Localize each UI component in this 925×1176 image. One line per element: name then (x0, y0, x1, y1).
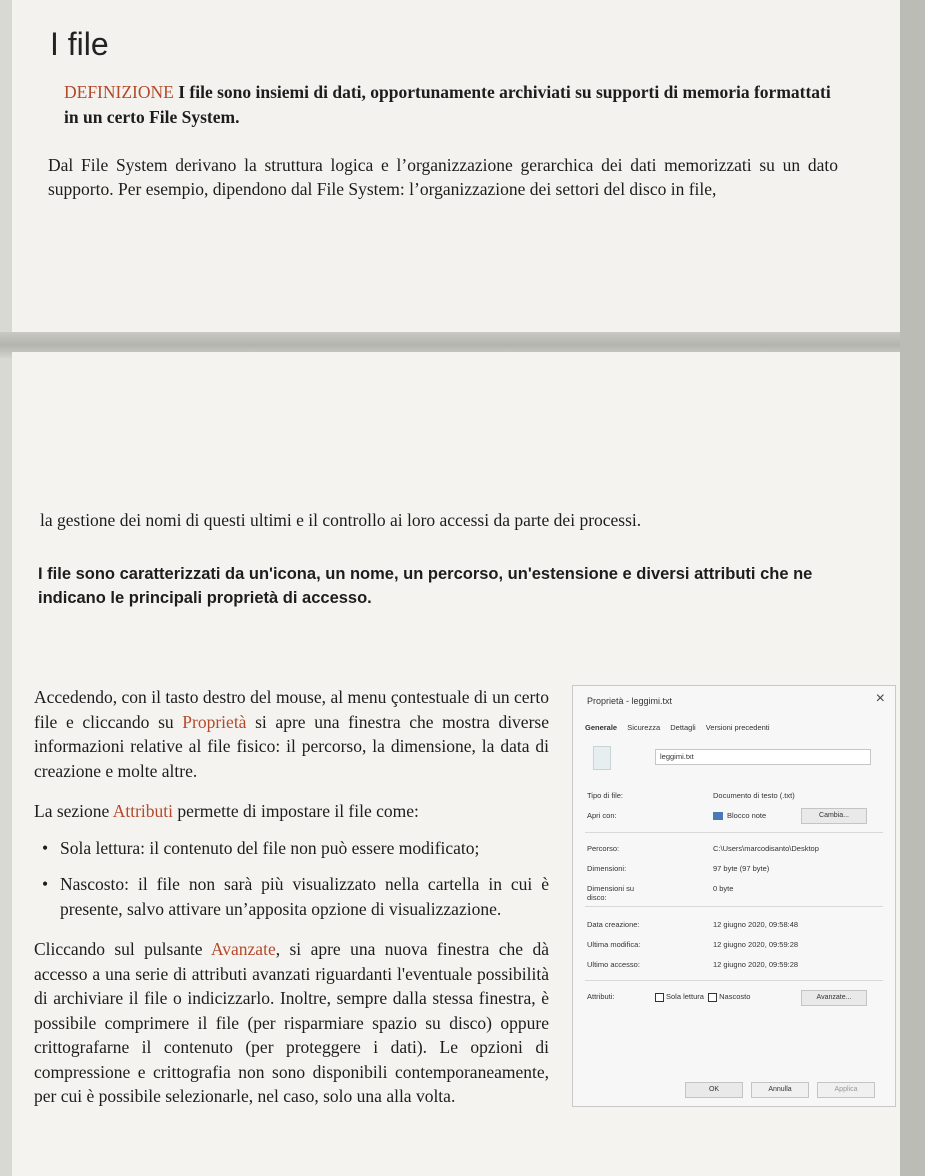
text: La sezione (34, 801, 113, 821)
cancel-button[interactable]: Annulla (751, 1082, 809, 1098)
row-disk-size (587, 884, 734, 902)
tab-versioni[interactable]: Versioni precedenti (705, 723, 770, 732)
paragraph-file-system: Dal File System derivano la struttura logica e l’organizzazione gerarchica dei dati memorizzati su un dato supporto. Per esempio, dipendono dal File System: l’organizzazione dei settori del disco in file, (48, 155, 838, 199)
text: si apre una finestra che mostra diverse informazioni relative al file fisico: il percorso, la dimensione, la data di creazione e molte altre. (34, 711, 549, 781)
dialog-tabs (585, 723, 778, 732)
definition-text: I file sono insiemi di dati, opportunamente archiviati su supporti di memoria formattati in un certo File System. (64, 82, 831, 127)
advanced-button[interactable]: Avanzate... (801, 990, 867, 1006)
bullet-sola-lettura: • Sola lettura: il contenuto del file non può essere modificato; (34, 836, 549, 861)
row-path (587, 844, 819, 853)
readonly-checkbox[interactable] (655, 993, 664, 1002)
text: permette di impostare il file come: (173, 801, 419, 821)
text: Cliccando sul pulsante (34, 939, 211, 959)
label: Tipo di file: (587, 791, 623, 800)
value: 12 giugno 2020, 09:58:48 (713, 920, 799, 929)
tab-dettagli[interactable]: Dettagli (670, 723, 696, 732)
label: Data creazione: (587, 920, 640, 929)
value: C:\Users\marcodisanto\Desktop (713, 844, 819, 853)
row-open-with (587, 811, 767, 820)
row-attributes (587, 992, 751, 1001)
hidden-checkbox[interactable] (708, 993, 717, 1002)
bullet-nascosto: • Nascosto: il file non sarà più visualizzato nella cartella in cui è presente, salvo attivare un’apposita opzione di visualizzazione. (34, 872, 549, 921)
column-paragraph-1 (34, 685, 549, 783)
label: Dimensioni: (587, 864, 627, 873)
close-icon[interactable]: × (875, 690, 885, 707)
apply-button[interactable]: Applica (817, 1082, 875, 1098)
text-column (34, 685, 549, 1109)
definition-keyword: DEFINIZIONE (64, 82, 174, 102)
ok-button[interactable]: OK (685, 1082, 743, 1098)
filename-field[interactable]: leggimi.txt (655, 749, 871, 765)
label: Dimensioni su disco: (587, 884, 635, 902)
row-size (587, 864, 770, 873)
readonly-label: Sola lettura (666, 992, 704, 1001)
definition-box (64, 80, 834, 130)
label: Ultimo accesso: (587, 960, 640, 969)
change-button[interactable]: Cambia... (801, 808, 867, 824)
row-created (587, 920, 799, 929)
hidden-label: Nascosto (719, 992, 751, 1001)
page-title: I file (50, 26, 109, 62)
separator (585, 832, 883, 833)
text: , si apre una nuova finestra che dà accesso a una serie di attributi avanzati riguardanti l'eventuale possibilità di archiviare il file o indicizzarlo. Inoltre, sempre dalla stessa finestra, è possibile comprimere il file (per risparmiare spazio su disco) oppure crittografarne il contenuto (per proteggere i dati). Le opzioni di compressione e crittografia non sono disponibili contemporaneamente, per cui è possibile selezionarle, nel caso, solo una alla volta. (34, 939, 549, 1106)
column-paragraph-2 (34, 799, 549, 824)
label: Ultima modifica: (587, 940, 641, 949)
label: Attributi: (587, 992, 615, 1001)
row-type (587, 791, 795, 800)
separator (585, 906, 883, 907)
file-icon (593, 746, 611, 770)
row-modified (587, 940, 799, 949)
tab-sicurezza[interactable]: Sicurezza (627, 723, 661, 732)
page-edge (900, 0, 925, 1176)
separator (585, 980, 883, 981)
highlight-attributi: Attributi (112, 801, 173, 821)
value: 12 giugno 2020, 09:59:28 (713, 960, 799, 969)
value-text: Blocco note (727, 811, 767, 820)
highlight-avanzate: Avanzate (210, 939, 276, 959)
tab-generale[interactable]: Generale (585, 723, 618, 732)
text: Accedendo, con il tasto destro del mouse, al menu çontestuale di un certo file e cliccando su (34, 687, 549, 732)
value (713, 811, 766, 820)
notepad-icon (713, 812, 723, 820)
value: Documento di testo (.txt) (713, 791, 795, 800)
label: Percorso: (587, 844, 620, 853)
label: Apri con: (587, 811, 617, 820)
attribute-checks (655, 992, 750, 1002)
value: 97 byte (97 byte) (713, 864, 770, 873)
row-accessed (587, 960, 799, 969)
dialog-title: Proprietà - leggimi.txt (587, 696, 673, 706)
properties-dialog (572, 685, 896, 1107)
value: 12 giugno 2020, 09:59:28 (713, 940, 799, 949)
paragraph-attributes: I file sono caratterizzati da un'icona, un nome, un percorso, un'estensione e diversi attributi che ne indicano le principali proprietà di accesso. (38, 565, 813, 607)
highlight-proprieta: Proprietà (182, 711, 247, 732)
column-paragraph-3 (34, 937, 549, 1109)
paragraph-continuation: la gestione dei nomi di questi ultimi e il controllo ai loro accessi da parte dei processi. (40, 510, 642, 530)
value: 0 byte (713, 884, 734, 893)
